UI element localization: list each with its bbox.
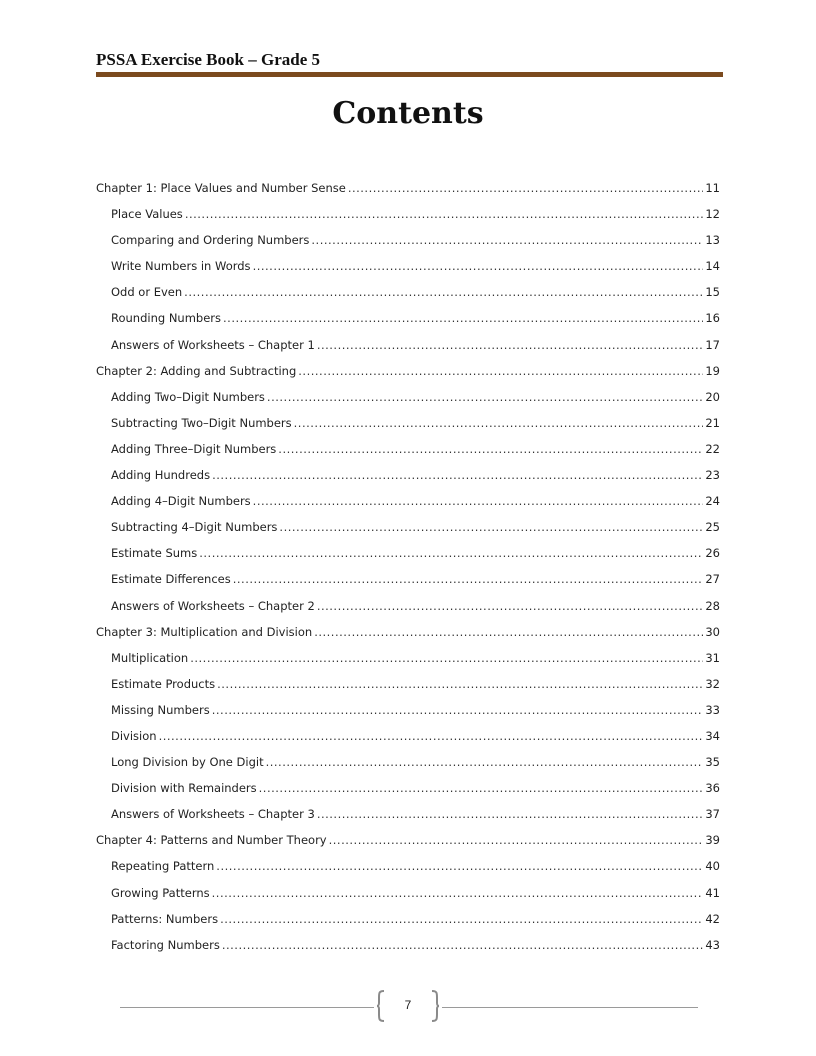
toc-entry-label: Place Values: [111, 207, 183, 222]
toc-entry-page-number: 42: [705, 911, 720, 926]
toc-dot-leader: [279, 514, 703, 540]
toc-entry-page-number: 30: [705, 624, 720, 639]
toc-entry-label: Estimate Differences: [111, 572, 231, 587]
toc-entry-page-number: 27: [705, 572, 720, 587]
toc-entry-page-number: 32: [705, 676, 720, 691]
toc-entry-page-number: 14: [705, 259, 720, 274]
toc-entry-label: Chapter 3: Multiplication and Division: [96, 624, 313, 639]
toc-entry-page-number: 16: [705, 311, 720, 326]
toc-dot-leader: [233, 566, 704, 592]
toc-entry-label: Factoring Numbers: [111, 937, 220, 952]
toc-dot-leader: [216, 853, 703, 879]
toc-section-entry[interactable]: [96, 775, 720, 801]
left-bracket-icon: [376, 990, 386, 1022]
toc-dot-leader: [317, 801, 704, 827]
toc-entry-label: Adding 4–Digit Numbers: [111, 494, 251, 509]
toc-dot-leader: [266, 749, 704, 775]
toc-dot-leader: [298, 358, 703, 384]
footer-rule-right: [442, 1007, 698, 1008]
toc-entry-page-number: 33: [705, 702, 720, 717]
toc-dot-leader: [217, 671, 703, 697]
toc-section-entry[interactable]: [96, 488, 720, 514]
toc-dot-leader: [212, 880, 704, 906]
toc-section-entry[interactable]: [96, 801, 720, 827]
toc-chapter-entry[interactable]: [96, 175, 720, 201]
toc-entry-page-number: 26: [705, 546, 720, 561]
toc-section-entry[interactable]: [96, 332, 720, 358]
toc-entry-page-number: 43: [705, 937, 720, 952]
toc-entry-page-number: 22: [705, 441, 720, 456]
toc-entry-page-number: 17: [705, 337, 720, 352]
toc-dot-leader: [278, 436, 703, 462]
toc-entry-label: Multiplication: [111, 650, 189, 665]
toc-entry-page-number: 41: [705, 885, 720, 900]
toc-entry-label: Adding Hundreds: [111, 468, 211, 483]
toc-section-entry[interactable]: [96, 880, 720, 906]
toc-entry-label: Chapter 4: Patterns and Number Theory: [96, 833, 327, 848]
toc-entry-label: Answers of Worksheets – Chapter 1: [111, 337, 315, 352]
toc-dot-leader: [190, 645, 703, 671]
toc-dot-leader: [348, 175, 704, 201]
toc-section-entry[interactable]: [96, 201, 720, 227]
toc-dot-leader: [185, 201, 704, 227]
footer-rule-left: [120, 1007, 374, 1008]
toc-section-entry[interactable]: [96, 853, 720, 879]
toc-chapter-entry[interactable]: [96, 358, 720, 384]
toc-section-entry[interactable]: [96, 645, 720, 671]
toc-entry-label: Chapter 1: Place Values and Number Sense: [96, 181, 346, 195]
toc-dot-leader: [222, 932, 704, 958]
toc-section-entry[interactable]: [96, 514, 720, 540]
toc-dot-leader: [329, 827, 704, 853]
toc-entry-label: Missing Numbers: [111, 702, 210, 717]
toc-section-entry[interactable]: [96, 384, 720, 410]
toc-dot-leader: [253, 253, 704, 279]
toc-dot-leader: [220, 906, 703, 932]
toc-entry-page-number: 13: [705, 233, 720, 248]
toc-dot-leader: [223, 305, 703, 331]
toc-section-entry[interactable]: [96, 305, 720, 331]
toc-entry-page-number: 37: [705, 807, 720, 822]
toc-entry-label: Patterns: Numbers: [111, 911, 219, 926]
toc-entry-label: Repeating Pattern: [111, 859, 215, 874]
toc-entry-page-number: 36: [705, 781, 720, 796]
toc-entry-page-number: 15: [705, 285, 720, 300]
toc-dot-leader: [199, 540, 703, 566]
toc-section-entry[interactable]: [96, 462, 720, 488]
toc-section-entry[interactable]: [96, 932, 720, 958]
toc-entry-page-number: 21: [705, 415, 720, 430]
toc-dot-leader: [159, 723, 704, 749]
toc-entry-label: Rounding Numbers: [111, 311, 222, 326]
toc-entry-page-number: 11: [705, 181, 720, 195]
toc-section-entry[interactable]: [96, 227, 720, 253]
toc-entry-label: Growing Patterns: [111, 885, 210, 900]
toc-entry-label: Long Division by One Digit: [111, 755, 264, 770]
toc-entry-page-number: 23: [705, 468, 720, 483]
toc-dot-leader: [184, 279, 703, 305]
toc-dot-leader: [317, 593, 704, 619]
toc-section-entry[interactable]: [96, 906, 720, 932]
toc-entry-page-number: 12: [705, 207, 720, 222]
toc-section-entry[interactable]: [96, 436, 720, 462]
toc-section-entry[interactable]: [96, 253, 720, 279]
toc-dot-leader: [212, 697, 704, 723]
toc-entry-page-number: 28: [705, 598, 720, 613]
toc-entry-label: Adding Three–Digit Numbers: [111, 441, 277, 456]
toc-entry-page-number: 35: [705, 755, 720, 770]
toc-dot-leader: [294, 410, 704, 436]
toc-dot-leader: [314, 619, 703, 645]
toc-section-entry[interactable]: [96, 410, 720, 436]
toc-section-entry[interactable]: [96, 749, 720, 775]
toc-entry-label: Adding Two–Digit Numbers: [111, 389, 265, 404]
toc-entry-page-number: 34: [705, 728, 720, 743]
toc-entry-label: Estimate Sums: [111, 546, 198, 561]
toc-dot-leader: [253, 488, 704, 514]
toc-entry-page-number: 19: [705, 363, 720, 378]
toc-entry-label: Chapter 2: Adding and Subtracting: [96, 363, 297, 378]
toc-section-entry[interactable]: [96, 593, 720, 619]
toc-chapter-entry[interactable]: [96, 619, 720, 645]
toc-entry-label: Comparing and Ordering Numbers: [111, 233, 310, 248]
toc-entry-label: Estimate Products: [111, 676, 216, 691]
running-header-title: PSSA Exercise Book – Grade 5: [96, 50, 320, 69]
toc-section-entry[interactable]: [96, 566, 720, 592]
toc-entry-label: Division with Remainders: [111, 781, 257, 796]
table-of-contents: [96, 175, 720, 958]
toc-section-entry[interactable]: [96, 540, 720, 566]
toc-section-entry[interactable]: [96, 671, 720, 697]
toc-entry-page-number: 31: [705, 650, 720, 665]
toc-entry-page-number: 24: [705, 494, 720, 509]
toc-entry-label: Subtracting Two–Digit Numbers: [111, 415, 292, 430]
toc-chapter-entry[interactable]: [96, 827, 720, 853]
toc-dot-leader: [317, 332, 704, 358]
toc-entry-label: Answers of Worksheets – Chapter 2: [111, 598, 315, 613]
page-title: Contents: [332, 96, 484, 131]
toc-section-entry[interactable]: [96, 279, 720, 305]
toc-entry-label: Odd or Even: [111, 285, 183, 300]
toc-dot-leader: [212, 462, 703, 488]
toc-dot-leader: [311, 227, 703, 253]
toc-entry-label: Subtracting 4–Digit Numbers: [111, 520, 278, 535]
toc-dot-leader: [267, 384, 703, 410]
toc-entry-page-number: 40: [705, 859, 720, 874]
toc-entry-page-number: 39: [705, 833, 720, 848]
toc-section-entry[interactable]: [96, 723, 720, 749]
header-rule: [96, 72, 723, 77]
toc-entry-label: Write Numbers in Words: [111, 259, 251, 274]
toc-entry-label: Division: [111, 728, 157, 743]
toc-entry-label: Answers of Worksheets – Chapter 3: [111, 807, 315, 822]
toc-entry-page-number: 25: [705, 520, 720, 535]
toc-section-entry[interactable]: [96, 697, 720, 723]
toc-entry-page-number: 20: [705, 389, 720, 404]
right-bracket-icon: [430, 990, 440, 1022]
toc-dot-leader: [259, 775, 704, 801]
page-number: 7: [404, 998, 412, 1012]
